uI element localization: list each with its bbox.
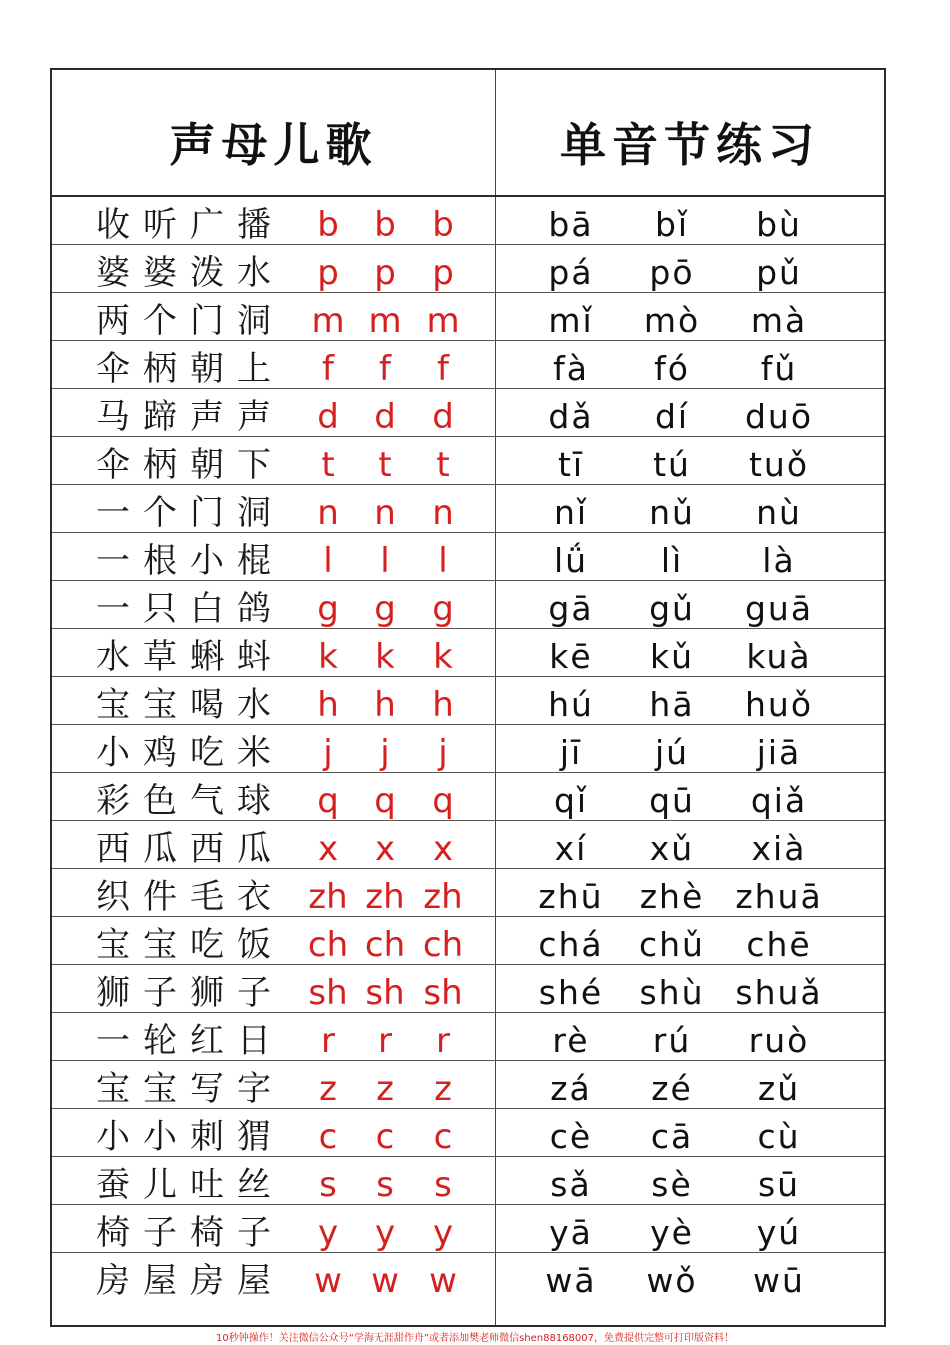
initial-letter: l [380, 541, 390, 581]
initial-letter: h [374, 685, 396, 725]
rhyme-text: 马蹄声声 [96, 397, 284, 437]
initial-letter: k [375, 637, 395, 677]
practice-syllable: zhū [538, 877, 604, 916]
initial-letter: l [438, 541, 448, 581]
initial-letter: s [376, 1165, 394, 1205]
initial-letter: b [432, 205, 454, 245]
header-syllable-practice: 单音节练习 [560, 118, 820, 172]
practice-syllable: lǘ [553, 541, 589, 580]
practice-syllable: kē [549, 637, 593, 676]
practice-syllable: yú [756, 1213, 802, 1252]
initial-letter: t [436, 445, 450, 485]
table-row [52, 1157, 884, 1205]
initial-letter: m [426, 301, 460, 341]
initial-letter: f [322, 349, 334, 389]
rhyme-text: 蚕儿吐丝 [96, 1165, 284, 1205]
table-header [52, 70, 884, 197]
initial-letter: y [432, 1213, 454, 1253]
practice-syllable: pá [548, 253, 594, 292]
practice-syllable: fǔ [760, 349, 798, 388]
initial-letter: g [317, 589, 339, 629]
practice-syllable: rè [552, 1021, 590, 1060]
initial-letter: sh [423, 973, 463, 1013]
table-row [52, 965, 884, 1013]
rhyme-text: 织件毛衣 [96, 877, 284, 917]
practice-syllable: chá [538, 925, 604, 964]
table-row [52, 1253, 884, 1301]
initial-letter: n [374, 493, 396, 533]
initial-letter: x [374, 829, 396, 869]
practice-syllable: huǒ [744, 685, 814, 724]
table-row [52, 293, 884, 341]
initial-letter: z [434, 1069, 452, 1109]
table-row [52, 677, 884, 725]
rhyme-text: 两个门洞 [96, 301, 284, 341]
practice-syllable: jú [654, 733, 690, 772]
rhyme-text: 伞柄朝上 [96, 349, 284, 389]
initial-letter: t [321, 445, 335, 485]
practice-syllable: qǐ [553, 781, 589, 820]
rhyme-text: 西瓜西瓜 [96, 829, 284, 869]
initial-letter: w [371, 1261, 399, 1301]
initial-letter: zh [365, 877, 405, 917]
table-body [52, 197, 884, 1301]
initial-letter: h [432, 685, 454, 725]
table-row [52, 245, 884, 293]
practice-syllable: wǒ [646, 1261, 698, 1300]
practice-syllable: sè [651, 1165, 693, 1204]
practice-syllable: chē [746, 925, 812, 964]
rhyme-text: 彩色气球 [96, 781, 284, 821]
initial-letter: q [317, 781, 339, 821]
rhyme-text: 房屋房屋 [96, 1261, 284, 1301]
initial-letter: k [318, 637, 338, 677]
initial-letter: r [436, 1021, 450, 1061]
table-row [52, 581, 884, 629]
practice-syllable: xí [554, 829, 588, 868]
table-row [52, 485, 884, 533]
practice-syllable: bā [548, 205, 594, 244]
table-row [52, 917, 884, 965]
rhyme-text: 宝宝喝水 [96, 685, 284, 725]
practice-syllable: shù [639, 973, 705, 1012]
initial-letter: ch [364, 925, 406, 965]
initial-letter: j [323, 733, 333, 773]
practice-syllable: kǔ [649, 637, 695, 676]
practice-syllable: qiǎ [750, 781, 808, 820]
practice-syllable: cè [549, 1117, 593, 1156]
initial-letter: x [432, 829, 454, 869]
initial-letter: z [319, 1069, 337, 1109]
initial-letter: b [374, 205, 396, 245]
table-row [52, 437, 884, 485]
practice-syllable: chǔ [639, 925, 705, 964]
initial-letter: d [317, 397, 339, 437]
initial-letter: y [317, 1213, 339, 1253]
initial-letter: p [374, 253, 396, 293]
rhyme-text: 宝宝写字 [96, 1069, 284, 1109]
initial-letter: c [375, 1117, 395, 1157]
practice-syllable: shé [538, 973, 604, 1012]
rhyme-text: 椅子椅子 [96, 1213, 284, 1253]
initial-letter: g [432, 589, 454, 629]
practice-syllable: mǐ [548, 301, 594, 340]
practice-syllable: dǎ [548, 397, 594, 436]
rhyme-text: 宝宝吃饭 [96, 925, 284, 965]
initial-letter: q [374, 781, 396, 821]
initial-letter: sh [308, 973, 348, 1013]
initial-letter: p [432, 253, 454, 293]
practice-syllable: dí [654, 397, 690, 436]
table-row [52, 629, 884, 677]
practice-syllable: guā [744, 589, 814, 628]
initial-letter: sh [365, 973, 405, 1013]
rhyme-text: 收听广播 [96, 205, 284, 245]
initial-letter: x [317, 829, 339, 869]
initial-letter: l [323, 541, 333, 581]
practice-syllable: tuǒ [748, 445, 810, 484]
initial-letter: w [314, 1261, 342, 1301]
initial-letter: r [378, 1021, 392, 1061]
phonics-table [50, 68, 886, 1327]
initial-letter: s [319, 1165, 337, 1205]
initial-letter: w [429, 1261, 457, 1301]
initial-letter: r [321, 1021, 335, 1061]
practice-syllable: wū [753, 1261, 805, 1300]
initial-letter: t [378, 445, 392, 485]
practice-syllable: cù [757, 1117, 801, 1156]
table-row [52, 1013, 884, 1061]
practice-syllable: zǔ [757, 1069, 801, 1108]
initial-letter: d [432, 397, 454, 437]
table-row [52, 1061, 884, 1109]
initial-letter: f [379, 349, 391, 389]
initial-letter: j [438, 733, 448, 773]
practice-syllable: zhè [639, 877, 705, 916]
practice-syllable: pō [649, 253, 695, 292]
practice-syllable: gā [548, 589, 594, 628]
practice-syllable: nù [756, 493, 802, 532]
table-row [52, 1109, 884, 1157]
practice-syllable: là [762, 541, 796, 580]
practice-syllable: ruò [748, 1021, 810, 1060]
rhyme-text: 一轮红日 [96, 1021, 284, 1061]
practice-syllable: mò [643, 301, 701, 340]
rhyme-text: 小小刺猬 [96, 1117, 284, 1157]
initial-letter: ch [422, 925, 464, 965]
initial-letter: ch [307, 925, 349, 965]
initial-letter: k [433, 637, 453, 677]
practice-syllable: yā [549, 1213, 593, 1252]
table-row [52, 533, 884, 581]
initial-letter: g [374, 589, 396, 629]
initial-letter: zh [423, 877, 463, 917]
rhyme-text: 狮子狮子 [96, 973, 284, 1013]
practice-syllable: yè [650, 1213, 694, 1252]
table-row [52, 821, 884, 869]
initial-letter: m [311, 301, 345, 341]
table-row [52, 773, 884, 821]
practice-syllable: duō [744, 397, 814, 436]
practice-syllable: hú [548, 685, 594, 724]
practice-syllable: pǔ [756, 253, 802, 292]
practice-syllable: tú [653, 445, 691, 484]
initial-letter: y [374, 1213, 396, 1253]
header-initials-rhymes: 声母儿歌 [169, 118, 378, 172]
initial-letter: c [318, 1117, 338, 1157]
table-row [52, 869, 884, 917]
practice-syllable: sū [757, 1165, 801, 1204]
practice-syllable: sǎ [550, 1165, 592, 1204]
practice-syllable: hā [649, 685, 695, 724]
practice-syllable: jī [559, 733, 583, 772]
practice-syllable: fó [654, 349, 690, 388]
practice-syllable: qū [649, 781, 695, 820]
table-row [52, 725, 884, 773]
initial-letter: b [317, 205, 339, 245]
footer-note: 10秒钟操作！关注微信公众号“学海无涯甜作舟”或者添加樊老师微信shen88168007，免费提供完整可打印版资料！ [215, 1333, 735, 1344]
initial-letter: p [317, 253, 339, 293]
practice-syllable: rú [652, 1021, 692, 1060]
initial-letter: h [317, 685, 339, 725]
practice-syllable: fà [553, 349, 589, 388]
rhyme-text: 伞柄朝下 [96, 445, 284, 485]
table-row [52, 197, 884, 245]
practice-syllable: zá [550, 1069, 592, 1108]
practice-syllable: cā [650, 1117, 694, 1156]
practice-syllable: shuǎ [735, 973, 823, 1012]
initial-letter: j [380, 733, 390, 773]
practice-syllable: xǔ [649, 829, 695, 868]
practice-syllable: wā [545, 1261, 597, 1300]
practice-syllable: nǐ [553, 493, 589, 532]
practice-syllable: mà [750, 301, 808, 340]
practice-syllable: zé [651, 1069, 693, 1108]
rhyme-text: 婆婆泼水 [96, 253, 284, 293]
rhyme-text: 一个门洞 [96, 493, 284, 533]
initial-letter: n [317, 493, 339, 533]
initial-letter: s [434, 1165, 452, 1205]
initial-letter: n [432, 493, 454, 533]
table-row [52, 389, 884, 437]
practice-syllable: xià [751, 829, 807, 868]
table-row [52, 341, 884, 389]
initial-letter: c [433, 1117, 453, 1157]
practice-syllable: jiā [756, 733, 802, 772]
practice-syllable: lì [660, 541, 684, 580]
initial-letter: zh [308, 877, 348, 917]
rhyme-text: 小鸡吃米 [96, 733, 284, 773]
practice-syllable: nǔ [649, 493, 695, 532]
practice-syllable: gǔ [649, 589, 695, 628]
practice-syllable: kuà [746, 637, 812, 676]
practice-syllable: bǐ [654, 205, 690, 244]
practice-syllable: bù [756, 205, 802, 244]
table-row [52, 1205, 884, 1253]
practice-syllable: zhuā [735, 877, 823, 916]
rhyme-text: 一根小棍 [96, 541, 284, 581]
initial-letter: d [374, 397, 396, 437]
initial-letter: z [376, 1069, 394, 1109]
rhyme-text: 一只白鸽 [96, 589, 284, 629]
rhyme-text: 水草蝌蚪 [96, 637, 284, 677]
practice-syllable: tī [557, 445, 585, 484]
initial-letter: f [437, 349, 449, 389]
initial-letter: q [432, 781, 454, 821]
initial-letter: m [368, 301, 402, 341]
